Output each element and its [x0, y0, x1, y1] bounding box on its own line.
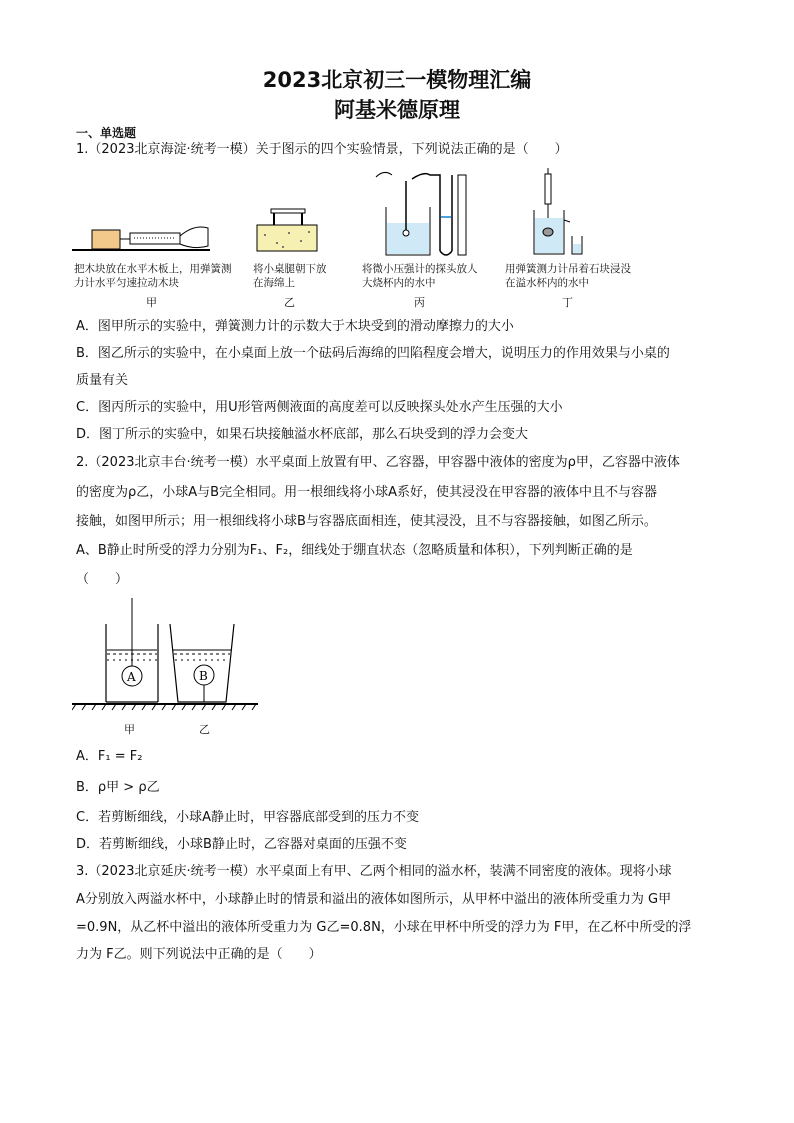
q3-line-4: 力为 F乙。则下列说法中正确的是（ ）: [76, 947, 322, 962]
q1-caption-ding: 用弹簧测力计吊着石块浸没在溢水杯内的水中: [505, 263, 631, 289]
page-subtitle: 阿基米德原理: [334, 98, 460, 122]
q1-label-bing: 丙: [414, 296, 425, 309]
q2-figure: [72, 596, 262, 716]
q1-label-ding: 丁: [562, 296, 573, 309]
q1-option-b-cont: 质量有关: [76, 373, 129, 388]
q1-caption-jia: 把木块放在水平木板上，用弹簧测力计水平匀速拉动木块: [74, 263, 232, 289]
q1-caption-yi: 将小桌腿朝下放在海绵上: [253, 263, 327, 289]
q1-label-yi: 乙: [284, 296, 295, 309]
q2-option-c: C．若剪断细线，小球A静止时，甲容器底部受到的压力不变: [76, 810, 419, 825]
q2-option-d: D．若剪断细线，小球B静止时，乙容器对桌面的压强不变: [76, 837, 407, 852]
q2-label-jia: 甲: [124, 723, 135, 736]
q1-figure-ding: [528, 166, 618, 258]
q2-line-4: A、B静止时所受的浮力分别为F₁、F₂，细线处于绷直状态（忽略质量和体积），下列判断正确的是: [76, 543, 633, 558]
ball-a-label: A: [127, 670, 136, 684]
page-title: 2023北京初三一模物理汇编: [262, 68, 532, 92]
q1-option-a: A．图甲所示的实验中，弹簧测力计的示数大于木块受到的滑动摩擦力的大小: [76, 319, 514, 334]
q1-option-b: B．图乙所示的实验中，在小桌面上放一个砝码后海绵的凹陷程度会增大，说明压力的作用效果与小桌的: [76, 346, 670, 361]
q3-line-3: =0.9N，从乙杯中溢出的液体所受重力为 G乙=0.8N，小球在甲杯中所受的浮力为 F甲，在乙杯中所受的浮: [76, 920, 692, 935]
q2-line-2: 的密度为ρ乙，小球A与B完全相同。用一根细线将小球A系好，使其浸没在甲容器的液体中且不与容器: [76, 485, 657, 500]
q1-figure-jia: [72, 206, 212, 256]
q2-line-3: 接触，如图甲所示；用一根细线将小球B与容器底面相连，使其浸没，且不与容器接触，如图乙所示。: [76, 514, 657, 529]
q3-line-2: A分别放入两溢水杯中，小球静止时的情景和溢出的液体如图所示，从甲杯中溢出的液体所受重力为 G甲: [76, 892, 672, 907]
q2-label-yi: 乙: [199, 723, 210, 736]
q1-label-jia: 甲: [146, 296, 157, 309]
q1-figure-bing: [372, 167, 482, 259]
q2-option-b: B．ρ甲 > ρ乙: [76, 780, 160, 795]
q1-option-c: C．图丙所示的实验中，用U形管两侧液面的高度差可以反映探头处水产生压强的大小: [76, 400, 563, 415]
ball-b-label: B: [199, 669, 208, 683]
q1-option-d: D．图丁所示的实验中，如果石块接触溢水杯底部，那么石块受到的浮力会变大: [76, 427, 529, 442]
q2-line-1: 2.（2023北京丰台·统考一模）水平桌面上放置有甲、乙容器，甲容器中液体的密度为ρ甲，乙容器中液体: [76, 455, 680, 470]
q2-option-a: A．F₁ = F₂: [76, 749, 143, 764]
section-heading: 一、单选题: [76, 126, 137, 140]
q2-line-5: （ ）: [76, 572, 129, 587]
q3-line-1: 3.（2023北京延庆·统考一模）水平桌面上有甲、乙两个相同的溢水杯，装满不同密度的液体。现将小球: [76, 864, 672, 879]
q1-caption-bing: 将微小压强计的探头放人大烧杯内的水中: [362, 263, 478, 289]
q1-stem: 1.（2023北京海淀·统考一模）关于图示的四个实验情景，下列说法正确的是（ ）: [76, 142, 568, 157]
q1-figure-yi: [255, 205, 320, 255]
